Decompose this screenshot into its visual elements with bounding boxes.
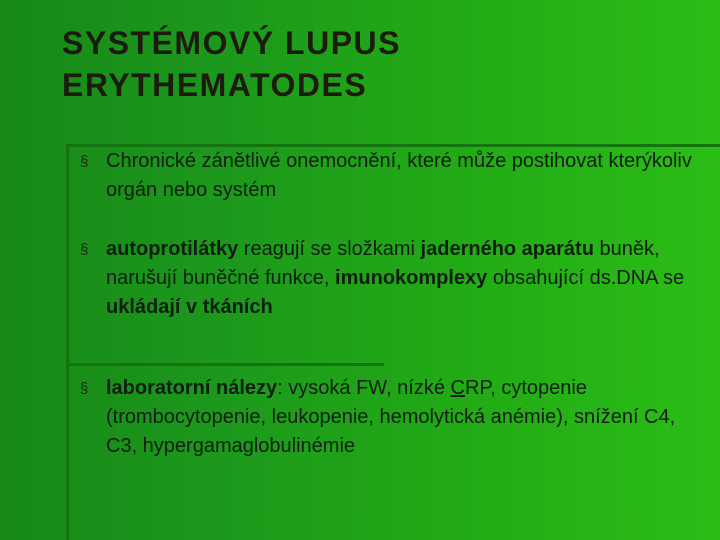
text-segment: RP, cytopenie (trombocytopenie, leukopenie, hemolytická anémie), snížení C4, C3, hypergamaglobulinémie <box>106 377 676 457</box>
bullet-text <box>106 235 692 322</box>
underlined-letter: C <box>450 377 465 399</box>
text-segment: obsahující ds.DNA se <box>487 267 685 289</box>
bold-term: ukládají v tkáních <box>106 296 273 318</box>
slide-title-line-2: ERYTHEMATODES <box>62 67 368 103</box>
decorative-horizontal-line-middle <box>66 363 384 366</box>
bullet-marker-icon: § <box>80 153 89 170</box>
text-segment: : vysoká FW, nízké <box>277 377 451 399</box>
bold-term: autoprotilátky <box>106 238 239 260</box>
slide-title <box>62 22 662 106</box>
bullet-item-laboratory-findings <box>80 374 692 461</box>
text-segment: buněk, narušují buněčné funkce, <box>106 238 660 289</box>
bullet-marker-icon: § <box>80 241 89 258</box>
bold-term: jaderného aparátu <box>420 238 594 260</box>
bullet-marker-icon: § <box>80 380 89 397</box>
bullet-text <box>106 374 692 461</box>
bullet-item-autoantibodies <box>80 235 692 322</box>
text-segment: reagují se složkami <box>238 238 421 260</box>
slide-title-line-1: SYSTÉMOVÝ LUPUS <box>62 25 401 61</box>
bullet-item-definition <box>80 147 692 205</box>
decorative-vertical-line <box>66 146 69 540</box>
bold-term: laboratorní nálezy <box>106 377 278 399</box>
bullet-text: Chronické zánětlivé onemocnění, které může postihovat kterýkoliv orgán nebo systém <box>106 150 692 201</box>
bold-term: imunokomplexy <box>335 267 488 289</box>
